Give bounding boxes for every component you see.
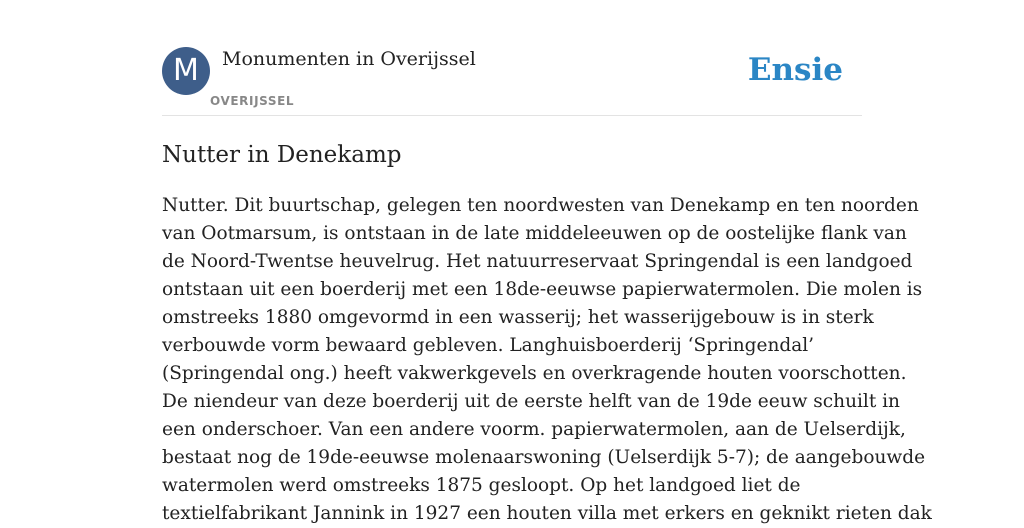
- category-label[interactable]: OVERIJSSEL: [210, 94, 295, 108]
- article-line: omstreeks 1880 omgevormd in een wasserij; het wasserijgebouw is in sterk: [162, 307, 874, 328]
- article-line: (Springendal ong.) heeft vakwerkgevels en overkragende houten voorschotten.: [162, 363, 907, 384]
- article-line: ontstaan uit een boerderij met een 18de-eeuwse papierwatermolen. Die molen is: [162, 279, 923, 300]
- brand-logo[interactable]: Ensie: [747, 52, 843, 88]
- article-line: bestaat nog de 19de-eeuwse molenaarswoning (Uelserdijk 5-7); de aangebouwde: [162, 447, 926, 468]
- avatar[interactable]: M: [162, 47, 210, 95]
- article-line: de Noord-Twentse heuvelrug. Het natuurreservaat Springendal is een landgoed: [162, 251, 913, 272]
- article-line: een onderschoer. Van een andere voorm. papierwatermolen, aan de Uelserdijk,: [162, 419, 906, 440]
- article-line: watermolen werd omstreeks 1875 gesloopt. Op het landgoed liet de: [162, 475, 801, 496]
- article-line: Nutter. Dit buurtschap, gelegen ten noordwesten van Denekamp en ten noorden: [162, 195, 919, 216]
- article-line: verbouwde vorm bewaard gebleven. Langhuisboerderij ‘Springendal’: [162, 335, 815, 356]
- header: [162, 46, 862, 116]
- article-body: [162, 192, 932, 528]
- article-line: De niendeur van deze boerderij uit de eerste helft van de 19de eeuw schuilt in: [162, 391, 900, 412]
- article-title: Nutter in Denekamp: [162, 142, 402, 168]
- header-divider: [162, 115, 862, 116]
- article-line: textielfabrikant Jannink in 1927 een houten villa met erkers en geknikt rieten dak: [162, 503, 932, 524]
- article-line: van Ootmarsum, is ontstaan in de late middeleeuwen op de oostelijke flank van: [162, 223, 907, 244]
- site-title[interactable]: Monumenten in Overijssel: [222, 48, 476, 70]
